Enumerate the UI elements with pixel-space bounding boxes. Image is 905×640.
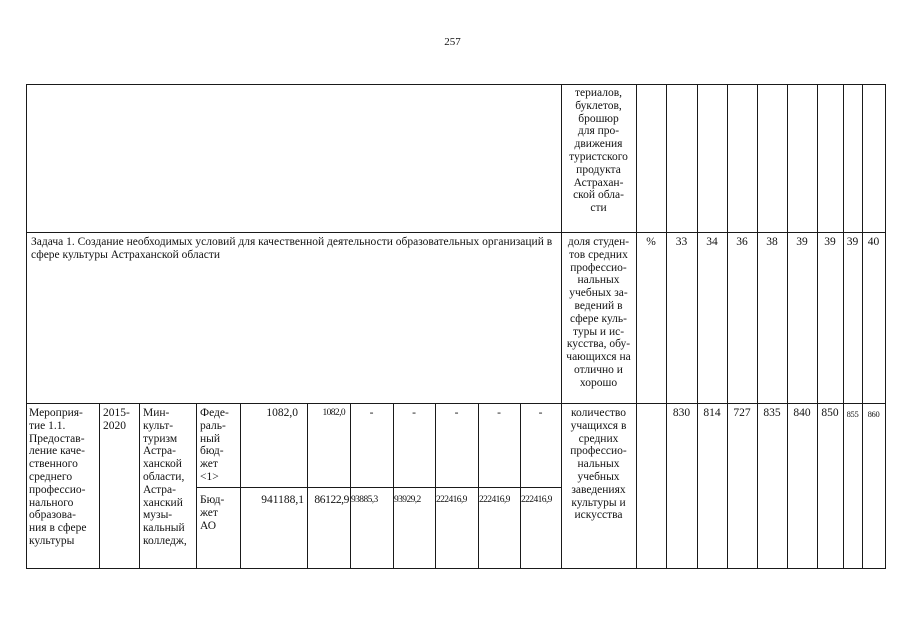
regional-amount: 222416,9 xyxy=(479,495,510,505)
grid-line xyxy=(26,84,27,569)
grid-line xyxy=(817,84,818,569)
grid-line xyxy=(350,403,351,569)
regional-amount: 86122,9 xyxy=(314,494,349,506)
federal-amount: 1082,0 xyxy=(322,408,345,418)
task-title: Задача 1. Создание необходимых условий для качественной деятельности образовательных организаций в сфере культуры Астраханской области xyxy=(31,236,553,261)
grid-line xyxy=(666,84,667,569)
federal-amount: - xyxy=(454,407,459,419)
task-value: 39 xyxy=(796,236,808,248)
task-value: 33 xyxy=(675,236,688,248)
grid-line xyxy=(478,403,479,569)
regional-amount: 93929,2 xyxy=(394,495,421,505)
federal-amount: - xyxy=(497,407,501,419)
task-value: 38 xyxy=(766,236,778,248)
grid-line xyxy=(307,403,308,569)
grid-line xyxy=(636,84,637,569)
measure-period: 2015- 2020 xyxy=(103,407,130,432)
task-value: 40 xyxy=(867,236,880,248)
task-unit: % xyxy=(646,236,656,248)
grid-line xyxy=(196,403,197,569)
grid-line xyxy=(757,84,758,569)
regional-amount: 941188,1 xyxy=(261,494,304,506)
federal-amount: - xyxy=(369,407,374,419)
measure-value: 830 xyxy=(672,407,691,419)
grid-line xyxy=(862,84,863,569)
measure-value: 840 xyxy=(793,407,811,419)
regional-amount: 222416,9 xyxy=(436,495,467,505)
regional-amount: 93885,3 xyxy=(351,495,378,505)
federal-amount: 1082,0 xyxy=(266,407,298,419)
measure-name: Мероприя- тие 1.1. Предостав- ление каче- ственного среднего профессио- нального образова- ния в сфере культуры xyxy=(29,407,87,547)
top-row-indicator: териалов, буклетов, брошюр для про- движения туристского продукта Астрахан- ской обла- сти xyxy=(569,87,628,215)
task-indicator: доля студен- тов средних профессио- нальных учебных за- ведений в сфере куль- туры и ис- кусства, обу- чающихся на отлично и хорошо xyxy=(566,236,631,389)
grid-line xyxy=(843,84,844,569)
regional-amount: 222416,9 xyxy=(521,495,552,505)
measure-value: 814 xyxy=(703,407,721,419)
federal-amount: - xyxy=(538,407,543,419)
measure-value: 850 xyxy=(821,407,839,419)
federal-amount: - xyxy=(412,407,416,419)
page-number: 257 xyxy=(444,36,461,48)
funding-source-federal: Феде- раль- ный бюд- жет <1> xyxy=(200,407,229,483)
grid-line xyxy=(393,403,394,569)
task-value: 36 xyxy=(736,236,748,248)
grid-line xyxy=(435,403,436,569)
grid-line xyxy=(520,403,521,569)
grid-line xyxy=(99,403,100,569)
task-value: 39 xyxy=(846,236,859,248)
grid-line xyxy=(787,84,788,569)
grid-line xyxy=(885,84,886,569)
measure-value: 727 xyxy=(733,407,751,419)
grid-line xyxy=(240,403,241,569)
grid-line xyxy=(139,403,140,569)
grid-line xyxy=(697,84,698,569)
funding-source-regional: Бюд- жет АО xyxy=(200,494,225,532)
measure-value: 860 xyxy=(867,409,880,419)
measure-indicator: количество учащихся в средних профессио- нальных учебных заведениях культуры и искусства xyxy=(570,407,627,522)
measure-value: 835 xyxy=(763,407,781,419)
grid-line xyxy=(196,487,561,488)
measure-executor: Мин- культ- туризм Астра- ханской области, Астра- ханский музы- кальный колледж, xyxy=(143,407,187,547)
task-value: 39 xyxy=(824,236,836,248)
grid-line xyxy=(727,84,728,569)
measure-value: 855 xyxy=(846,409,859,419)
task-value: 34 xyxy=(706,236,718,248)
